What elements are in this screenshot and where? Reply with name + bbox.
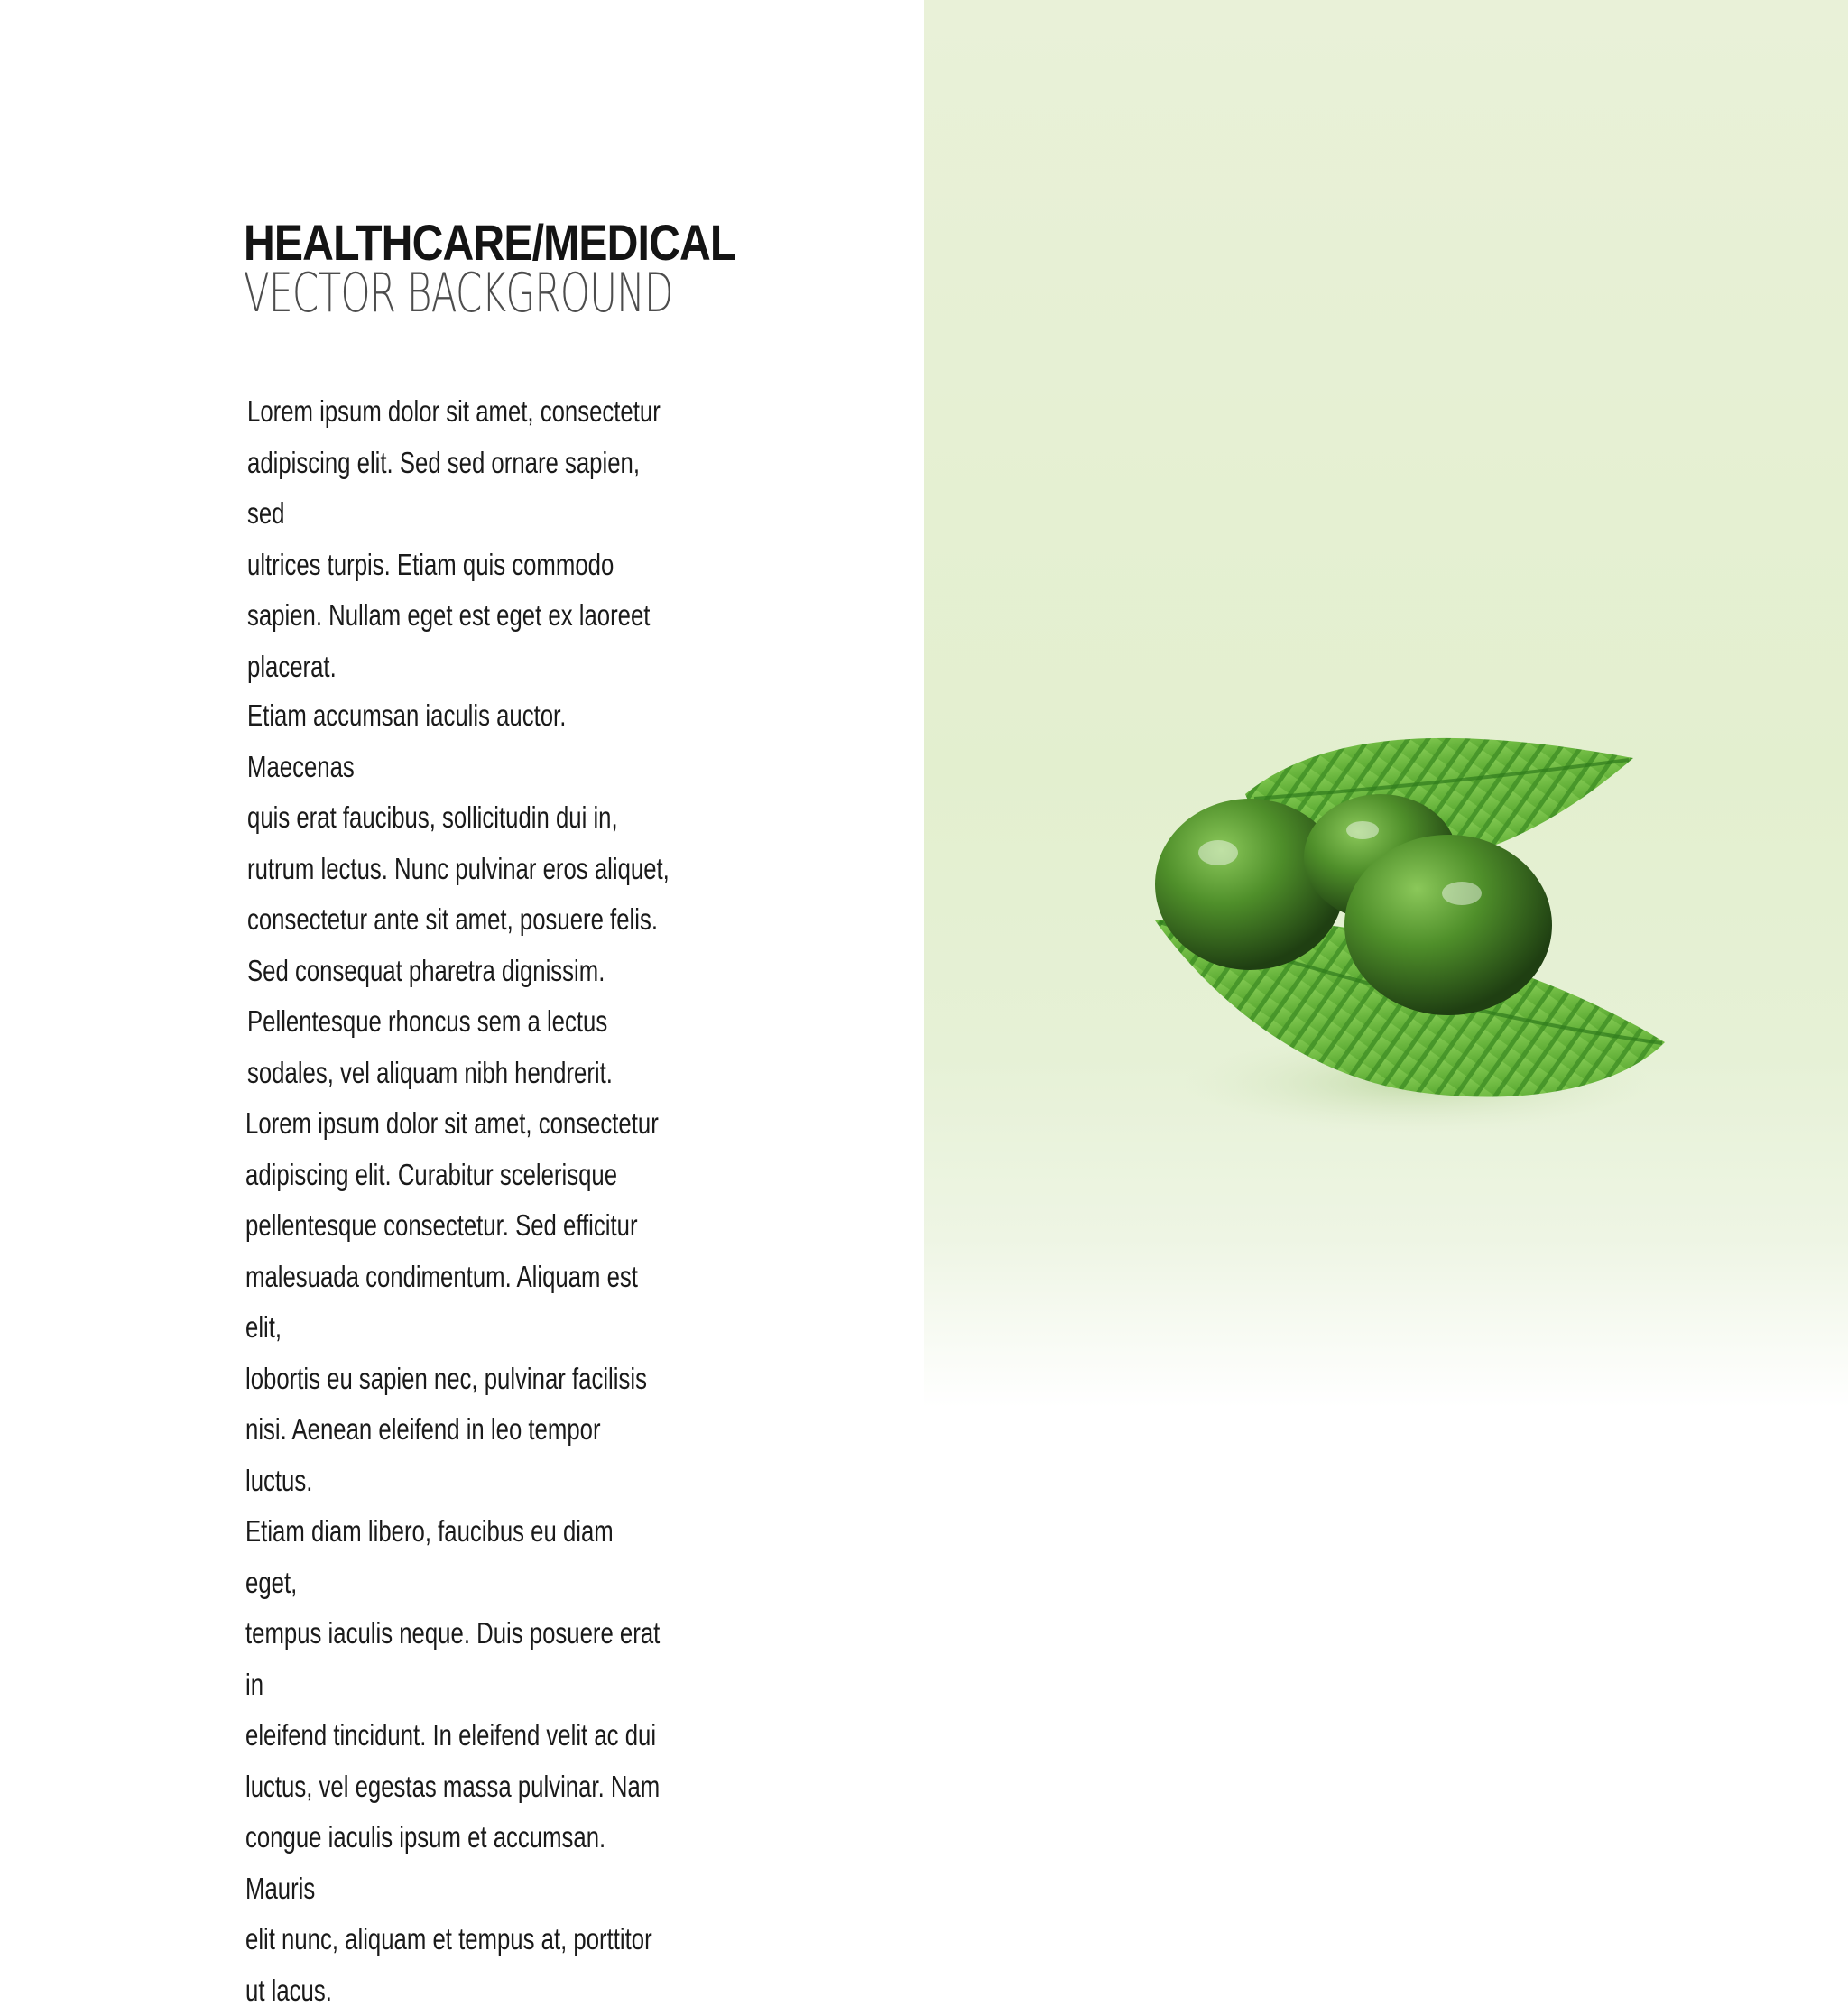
page-title: HEALTHCARE/MEDICAL [244,214,736,271]
text-column [0,0,924,2007]
berry-right [1344,835,1552,1015]
green-berries-on-leaves-icon [1146,713,1687,1137]
green-gradient-panel [924,0,1848,1408]
body-paragraph-1: Lorem ipsum dolor sit amet, consectetur adipiscing elit. Sed sed ornare sapien, sed ultrices turpis. Etiam quis commodo sapien. Nullam eget est eget ex laoreet placerat. [247,394,661,683]
body-paragraph-3: Lorem ipsum dolor sit amet, consectetur adipiscing elit. Curabitur scelerisque pellentesque consectetur. Sed efficitur malesuada condimentum. Aliquam est elit, lobortis eu sapien nec, pulvinar facilisis nisi. Aenean eleifend in leo tempor luctus. Etiam diam libero, faucibus eu diam eget, tempus iaculis neque. Duis posuere erat in eleifend tincidunt. In eleifend velit ac dui luctus, vel egestas massa pulvinar. Nam congue iaculis ipsum et accumsan. Mauris elit nunc, aliquam et tempus at, porttitor ut lacus. [245,1106,661,2007]
page-subtitle: VECTOR BACKGROUND [244,262,673,325]
body-paragraph-2: Etiam accumsan iaculis auctor. Maecenas quis erat faucibus, sollicitudin dui in, rutrum lectus. Nunc pulvinar eros aliquet, consectetur ante sit amet, posuere felis. Sed consequat pharetra dignissim. Pellentesque rhoncus sem a lectus sodales, vel aliquam nibh hendrerit. [247,698,670,1089]
title-block [244,214,736,325]
